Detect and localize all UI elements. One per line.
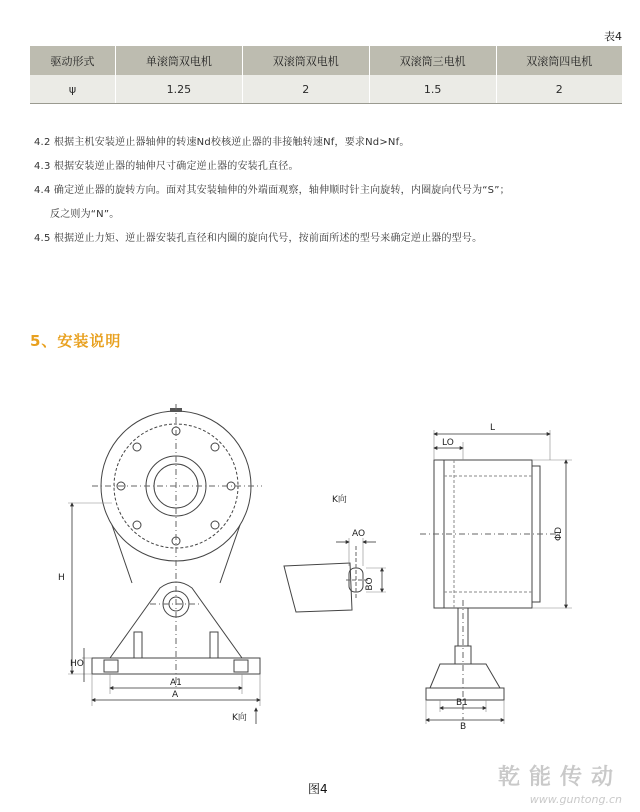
dim-phi-d-label: ΦD: [554, 526, 564, 542]
paragraph-4-3: 4.3 根据安装逆止器的轴伸尺寸确定逆止器的安装孔直径。: [34, 161, 299, 172]
paragraph-4-4: 4.4 确定逆止器的旋转方向。面对其安装轴伸的外端面观察，轴伸顺时针主向旋转，内圈旋向代号为“S”；: [34, 185, 510, 196]
k-view-arrow-label: K向: [232, 713, 247, 723]
table-cell: 1.25: [115, 75, 242, 104]
brand-name: 乾能传动: [497, 764, 622, 790]
front-view: [68, 404, 262, 724]
dim-h-label: H: [58, 573, 65, 583]
installation-drawing: [0, 390, 640, 730]
paragraph-4-4-cont: 反之则为“N”。: [50, 209, 120, 220]
paragraph-4-5: 4.5 根据逆止力矩、逆止器安装孔直径和内圈的旋向代号，按前面所述的型号来确定逆止器的型号。: [34, 233, 483, 244]
dim-b1-label: B1: [456, 698, 468, 708]
table-cell: ψ: [30, 75, 115, 104]
table-cell: 1.5: [369, 75, 496, 104]
dim-a-label: A: [172, 690, 179, 700]
table-cell: 2: [496, 75, 622, 104]
table-row: [30, 75, 622, 104]
dim-a1-label: A1: [170, 678, 182, 688]
dim-bo-label: BO: [365, 577, 375, 591]
dim-lo-label: LO: [442, 438, 454, 448]
dim-b-label: B: [460, 722, 467, 730]
k-view-detail: [284, 538, 386, 612]
section-heading: 5、安装说明: [30, 332, 122, 350]
k-view-label: K向: [332, 495, 347, 505]
table-header-cell: 双滚筒三电机: [369, 46, 496, 75]
table-header-cell: 单滚筒双电机: [115, 46, 242, 75]
dim-ho-label: HO: [70, 659, 84, 669]
table-header-cell: 驱动形式: [30, 46, 115, 75]
table-header-row: [30, 46, 622, 75]
dim-ao-label: AO: [352, 529, 366, 539]
dim-l-label: L: [490, 423, 496, 433]
paragraph-4-2: 4.2 根据主机安装逆止器轴伸的转速Nd校核逆止器的非接触转速Nf，要求Nd>Nf。: [34, 137, 410, 148]
table-header-cell: 双滚筒四电机: [496, 46, 622, 75]
brand-url: www.guntong.cn: [529, 793, 622, 806]
drive-factor-table: [30, 46, 622, 104]
figure-caption: 图4: [308, 782, 328, 796]
side-view: [420, 430, 572, 724]
table-cell: 2: [242, 75, 369, 104]
table-label: 表4: [604, 30, 622, 43]
table-header-cell: 双滚筒双电机: [242, 46, 369, 75]
